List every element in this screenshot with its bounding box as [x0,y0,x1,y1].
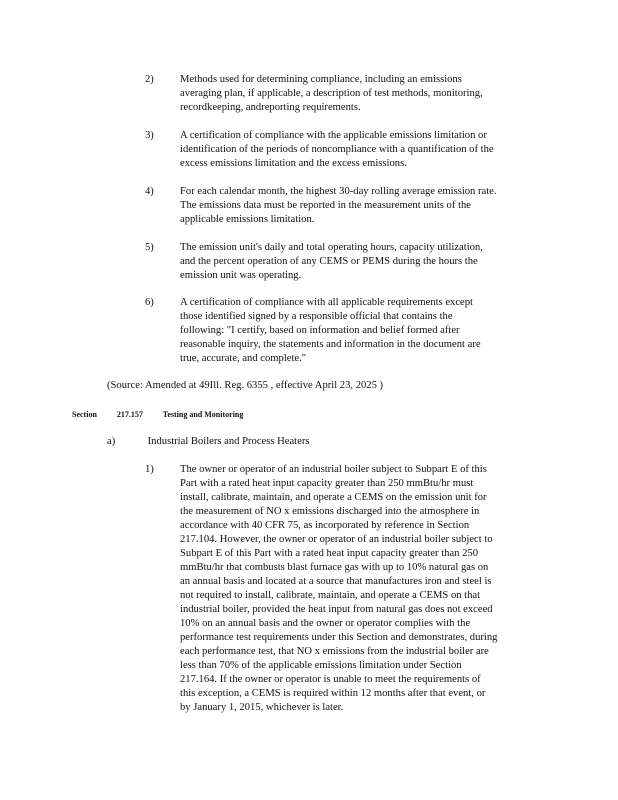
item-text: A certification of compliance with all applicable requirements except those identified signed by a responsible official that contains the following: "I certify, based on information and belief formed after reasonable inquiry, the statements and information in the document are true, accurate, and complete." [180,297,481,364]
list-item [145,463,545,715]
section-heading [72,408,261,422]
item-text: The emission unit's daily and total operating hours, capacity utilization, and the percent operation of any CEMS or PEMS during the hours the emission unit was operating. [180,242,483,281]
section-number: 217.157 [116,410,143,419]
item-number: 6) [145,297,154,308]
list-item [145,296,545,366]
list-item [145,73,545,115]
section-label: Section [72,410,97,419]
item-text: A certification of compliance with the applicable emissions limitation or identification of the periods of noncompliance with a quantification of the excess emissions limitation and the excess emissions. [180,130,494,169]
subsection-heading [107,435,309,449]
list-item [145,241,545,283]
item-number: 1) [145,464,154,475]
item-text: For each calendar month, the highest 30-day rolling average emission rate. The emissions data must be reported in the measurement units of the applicable emissions limitation. [180,186,497,225]
list-item [145,185,545,227]
item-text: The owner or operator of an industrial boiler subject to Subpart E of this Part with a rated heat input capacity greater than 250 mmBtu/hr must install, calibrate, maintain, and operate a CEMS on the emission unit for the measurement of NO x emissions discharged into the atmosphere in accordance with 40 CFR 75, as incorporated by reference in Section 217.104. However, the owner or operator of an industrial boiler subject to Subpart E of this Part with a rated heat input capacity greater than 250 mmBtu/hr that combusts blast furnace gas with up to 10% natural gas on an annual basis and located at a source that manufactures iron and steel is not required to install, calibrate, maintain, and operate a CEMS on that industrial boiler, provided the heat input from natural gas does not exceed 10% on an annual basis and the owner or operator complies with the performance test requirements under this Section and demonstrates, during each performance test, that NO x emissions from the industrial boiler are less than 70% of the applicable emissions limitation under Section 217.164. If the owner or operator is unable to meet the requirements of this exception, a CEMS is required within 12 months after that event, or by January 1, 2015, whichever is later. [180,464,498,713]
subsection-label: a) [107,436,116,447]
section-title: Testing and Monitoring [162,410,244,419]
item-number: 3) [145,130,154,141]
item-number: 4) [145,186,154,197]
item-number: 2) [145,74,154,85]
subsection-title: Industrial Boilers and Process Heaters [147,436,310,447]
list-item [145,129,545,171]
source-note: (Source: Amended at 49Ill. Reg. 6355 , effective April 23, 2025 ) [107,380,384,391]
item-number: 5) [145,242,154,253]
item-text: Methods used for determining compliance, including an emissions averaging plan, if applicable, a description of test methods, monitoring, recordkeeping, andreporting requirements. [180,74,483,113]
